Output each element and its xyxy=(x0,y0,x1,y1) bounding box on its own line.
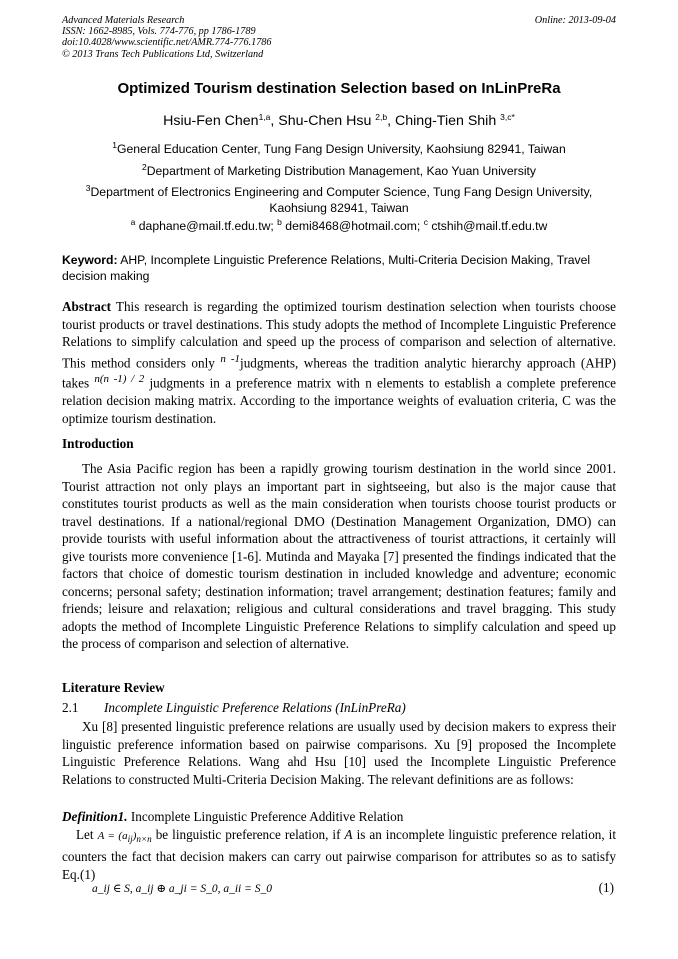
author-sup: 1,a xyxy=(258,112,271,122)
author-name: Shu-Chen Hsu xyxy=(278,113,376,129)
literature-text: Xu [8] presented linguistic preference relations are usually used by decision makers to express their linguistic preference information based on pairwise comparisons. Xu [9] proposed the Incomplete Linguistic Preference Relations. Wang ahd Hsu [10] used the Incomplete Linguistic Preference Relations to constructed Multi-Criteria Decision Making. The relevant definitions are as follows: xyxy=(62,719,616,787)
definition-let: Let xyxy=(76,826,94,842)
definition-1 xyxy=(62,808,616,883)
math-n-minus-1: n -1 xyxy=(220,352,241,365)
email-sup: b xyxy=(277,217,282,227)
email-list xyxy=(62,217,616,233)
journal-name: Advanced Materials Research xyxy=(62,15,185,26)
abstract-text: judgments in a preference matrix with n elements to establish a complete preference relation decision making matrix. According to the importance weights of evaluation criteria, C was the optimize tourism destination. xyxy=(62,375,617,426)
email-sup: c xyxy=(423,217,428,227)
author-name: Ching-Tien Shih xyxy=(395,113,501,129)
definition-label: Definition1. xyxy=(62,809,128,824)
author-sup: 2,b xyxy=(375,112,388,122)
subsection-title: Incomplete Linguistic Preference Relations (InLinPreRa) xyxy=(104,700,406,715)
author-name: Hsiu-Fen Chen xyxy=(163,113,259,129)
paper-title: Optimized Tourism destination Selection based on InLinPreRa xyxy=(117,80,561,97)
affiliation-text: Department of Electronics Engineering and Computer Science, Tung Fang Design University, xyxy=(90,185,593,199)
affiliation-text: Department of Marketing Distribution Management, Kao Yuan University xyxy=(146,164,537,178)
affiliation-2 xyxy=(62,159,616,179)
copyright-line: © 2013 Trans Tech Publications Ltd, Switzerland xyxy=(62,48,264,60)
definition-text: be linguistic preference relation, if xyxy=(155,826,341,842)
math-n-n-minus-1-over-2: n(n -1) / 2 xyxy=(94,373,145,386)
issn-line: ISSN: 1662-8985, Vols. 774-776, pp 1786-1789 xyxy=(62,26,256,38)
email-sup: a xyxy=(130,217,136,227)
keywords-label: Keyword: xyxy=(62,253,118,267)
affiliation-sup: 1 xyxy=(112,140,117,150)
affiliation-1 xyxy=(62,137,616,157)
keywords xyxy=(62,252,616,284)
email-link[interactable]: daphane@mail.tf.edu.tw; xyxy=(138,219,274,233)
author-sup: 3,c* xyxy=(500,112,515,122)
abstract-text: judgments, whereas the tradition analytic hierarchy approach (AHP) takes xyxy=(62,354,616,391)
abstract-text: This research is regarding the optimized tourism destination selection when tourists choose tourist products or travel destinations. This study adopts the method of Incomplete Linguistic Preference Relations to simplify calculation and speed up the process of comparison and selection of alternative. This method considers only xyxy=(62,299,616,370)
section-heading-literature-review: Literature Review xyxy=(62,680,165,695)
subsection-heading xyxy=(62,700,406,716)
subsection-number: 2.1 xyxy=(62,700,79,715)
affiliation-sup: 3 xyxy=(85,183,91,193)
affiliation-3 xyxy=(62,180,616,216)
abstract-label: Abstract xyxy=(62,299,112,314)
definition-title: Incomplete Linguistic Preference Additive Relation xyxy=(130,809,404,824)
equation-1: a_ij ∈ S, a_ij ⊕ a_ji = S_0, a_ii = S_0 xyxy=(92,883,272,895)
doi-line: doi:10.4028/www.scientific.net/AMR.774-776.1786 xyxy=(62,37,272,49)
affiliation-text: General Education Center, Tung Fang Design University, Kaohsiung 82941, Taiwan xyxy=(117,142,566,156)
keywords-text: AHP, Incomplete Linguistic Preference Relations, Multi-Criteria Decision Making, Travel decision making xyxy=(62,253,591,283)
equation-number: (1) xyxy=(598,880,614,895)
email-link[interactable]: demi8468@hotmail.com; xyxy=(285,219,421,233)
online-date: Online: 2013-09-04 xyxy=(534,15,616,26)
email-link[interactable]: ctshih@mail.tf.edu.tw xyxy=(431,219,548,233)
abstract xyxy=(62,298,616,427)
matrix-notation: $A = (a_{ij})_{n\times n}$ xyxy=(97,829,152,844)
definition-var: A xyxy=(344,826,353,842)
definition-text: is an incomplete linguistic preference relation, it counters the fact that decision makers can carry out pairwise comparison for attributes so as to satisfy Eq.(1) xyxy=(62,826,617,882)
affiliation-sup: 2 xyxy=(141,162,147,172)
introduction-text: The Asia Pacific region has been a rapidly growing tourism destination in the world since 2001. Tourist attraction not only plays an important part in sightseeing, but also is the major cause that constitutes tourist products as well as the main consideration when tourists choose tourist products or travel destinations. If a national/regional DMO (Destination Management Organization, DMO) can provide tourists with useful information about the attractiveness of tourist attractions, it certainly will give tourists more convenience [1-6]. Mutinda and Mayaka [7] presented the findings indicated that the factors that choice of domestic tourism destination in included knowledge and adventure; economic concerns; personal safety; destination information; travel arrangement; destination features; family and friends; leisure and relaxation; religious and cultural considerations and travel bragging. This study adopts the method of Incomplete Linguistic Preference Relations to simplify calculation and speed up the process of comparison and selection of alternative. xyxy=(62,461,616,651)
affiliation-text-line2: Kaohsiung 82941, Taiwan xyxy=(269,201,409,215)
author-list: Hsiu-Fen Chen$^{1,a}$, Shu-Chen Hsu $^{2,b}$, Ching-Tien Shih $^{3,c*}$ xyxy=(163,112,515,129)
journal-header xyxy=(62,15,616,60)
section-heading-introduction: Introduction xyxy=(62,436,134,451)
